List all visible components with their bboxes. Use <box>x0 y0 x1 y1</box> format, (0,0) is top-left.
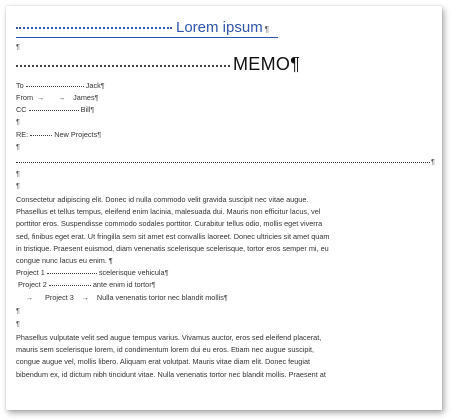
document-page <box>6 6 442 410</box>
project-label: Project 1 <box>16 268 45 277</box>
field-re <box>16 130 101 139</box>
horizontal-rule <box>16 162 430 163</box>
paragraph-line: Phasellus vulputate velit sed augue tempus varius. Vivamus auctor, eros sed eleifend placerat, <box>16 333 322 342</box>
tab-arrow-icon: → <box>58 95 66 102</box>
title-leader-dots <box>16 27 172 29</box>
paragraph-2 <box>16 332 436 381</box>
project-row-2 <box>18 280 156 289</box>
empty-paragraph-mark: ¶ <box>16 142 20 151</box>
field-to <box>16 81 105 90</box>
paragraph-line: sed, finibus eget erat. Ut fringilla sem sit amet est convallis laoreet. Donec ultricies sit amet quam <box>16 231 330 241</box>
pilcrow-mark: ¶ <box>151 280 156 289</box>
cc-label: CC <box>16 105 27 114</box>
tab-arrow-icon: → <box>26 295 33 302</box>
paragraph-line: in tristique. Praesent euismod, diam venenatis scelerisque scelerisque, tortor eros semper mi, eu <box>16 243 329 253</box>
paragraph-line: congue augue vel, mollis libero. Aliquam erat volutpat. Mauris vitae diam elit. Donec feugiat <box>16 357 311 367</box>
paragraph-line: mauris sem scelerisque lorem, id condimentum lorem dui eu eros. Etiam nec augue suscipit, <box>16 345 315 355</box>
empty-paragraph-mark: ¶ <box>16 42 20 51</box>
pilcrow-mark: ¶ <box>264 25 269 34</box>
tab-arrow-icon: → <box>81 295 89 302</box>
empty-paragraph-mark: ¶ <box>16 319 20 328</box>
project-leader <box>47 273 97 274</box>
empty-paragraph-mark: ¶ <box>16 169 20 178</box>
title-line <box>16 19 269 37</box>
project-leader <box>49 285 91 286</box>
to-value: Jack <box>85 81 101 90</box>
cc-leader <box>29 110 79 111</box>
project-row-1 <box>16 268 169 277</box>
cc-value: Bill <box>80 105 91 114</box>
field-from <box>16 93 99 102</box>
re-value: New Projects <box>54 130 98 139</box>
re-leader <box>30 135 52 136</box>
pilcrow-mark: ¶ <box>94 93 99 102</box>
paragraph-line: Consectetur adipiscing elit. Donec id nulla commodo velit gravida suscipit nec vitae augue. <box>16 195 309 204</box>
pilcrow-mark: ¶ <box>100 81 105 90</box>
title-underline <box>16 37 278 38</box>
project-value: ante enim id tortor <box>92 280 152 289</box>
pilcrow-mark: ¶ <box>97 130 102 139</box>
pilcrow-mark: ¶ <box>223 293 228 302</box>
from-value: James <box>73 93 95 102</box>
empty-paragraph-mark: ¶ <box>16 117 20 126</box>
memo-leader-dots <box>16 65 230 67</box>
memo-heading: MEMO <box>233 54 291 74</box>
doc-title: Lorem ipsum <box>176 19 263 36</box>
paragraph-line: bibendum ex, id dictum nibh tincidunt vitae. Nulla venenatis tortor nec blandit mollis. Praesent at <box>16 369 326 379</box>
from-label: From <box>16 93 34 102</box>
project-label: Project 2 <box>18 280 47 289</box>
to-leader <box>26 86 84 87</box>
paragraph-line: Phasellus et tellus tempus, eleifend enim lacinia, malesuada dui. Mauris non efficitur lacus, vel <box>16 207 321 217</box>
paragraph-line: congue nunc lacus eu enim. ¶ <box>16 256 113 266</box>
pilcrow-mark: ¶ <box>90 105 95 114</box>
tab-arrow-icon: → <box>37 95 45 102</box>
project-value: Nulla venenatis tortor nec blandit mollis <box>96 293 224 302</box>
empty-paragraph-mark: ¶ <box>16 181 20 190</box>
re-label: RE: <box>16 130 29 139</box>
paragraph-line: porttitor eros. Suspendisse commodo sodales porttitor. Curabitur tellus odio, mollis eget viverra <box>16 219 323 229</box>
memo-line <box>16 54 300 75</box>
project-value: scelerisque vehicula <box>98 268 165 277</box>
pilcrow-mark: ¶ <box>164 268 169 277</box>
field-cc <box>16 105 94 114</box>
paragraph-1 <box>16 194 436 267</box>
project-label: Project 3 <box>45 293 74 302</box>
memo-pilcrow: ¶ <box>290 54 301 74</box>
empty-paragraph-mark: ¶ <box>16 306 20 315</box>
project-row-3 <box>26 293 228 302</box>
to-label: To <box>16 81 24 90</box>
rule-pilcrow: ¶ <box>431 157 435 166</box>
